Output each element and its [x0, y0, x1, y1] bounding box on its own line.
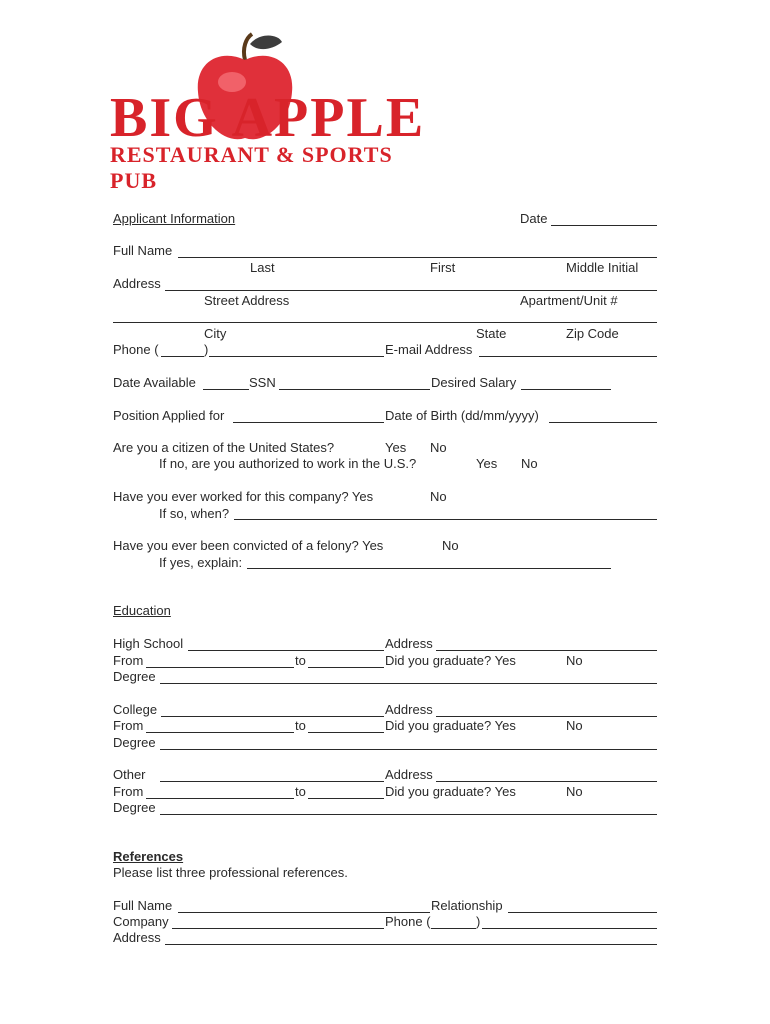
desired-salary-label: Desired Salary [431, 375, 517, 390]
other-field[interactable] [160, 781, 384, 782]
felony-no-option[interactable]: No [442, 538, 459, 553]
reference-company-field[interactable] [172, 928, 384, 929]
other-degree-label: Degree [113, 800, 156, 815]
college-to-label: to [295, 718, 306, 733]
high-school-field[interactable] [188, 650, 384, 651]
other-from-label: From [113, 784, 144, 799]
other-to-label: to [295, 784, 306, 799]
if-so-when-label: If so, when? [159, 506, 230, 521]
high-school-graduate-yes[interactable]: Did you graduate? Yes [385, 653, 516, 668]
date-available-field[interactable] [203, 389, 249, 390]
date-available-label: Date Available [113, 375, 196, 390]
felony-question: Have you ever been convicted of a felony? Yes [113, 538, 384, 553]
college-address-field[interactable] [436, 716, 657, 717]
college-address-label: Address [385, 702, 433, 717]
reference-full-name-field[interactable] [178, 912, 430, 913]
middle-initial-caption: Middle Initial [566, 260, 639, 275]
address-label: Address [113, 276, 161, 291]
high-school-address-label: Address [385, 636, 433, 651]
references-instruction: Please list three professional references. [113, 865, 348, 880]
reference-full-name-label: Full Name [113, 898, 173, 913]
explain-field[interactable] [247, 568, 611, 569]
when-field[interactable] [234, 519, 657, 520]
other-graduate-yes[interactable]: Did you graduate? Yes [385, 784, 516, 799]
other-to-field[interactable] [308, 798, 384, 799]
citizen-no-option[interactable]: No [430, 440, 447, 455]
date-label: Date [520, 211, 548, 226]
email-label: E-mail Address [385, 342, 473, 357]
college-to-field[interactable] [308, 732, 384, 733]
city-caption: City [204, 326, 227, 341]
college-degree-field[interactable] [160, 749, 657, 750]
college-degree-label: Degree [113, 735, 156, 750]
worked-no-option[interactable]: No [430, 489, 447, 504]
if-yes-explain-label: If yes, explain: [159, 555, 243, 570]
state-caption: State [476, 326, 507, 341]
phone-label: Phone ( [113, 342, 159, 357]
references-heading: References [113, 849, 184, 864]
authorized-no-option[interactable]: No [521, 456, 538, 471]
logo-title: BIG APPLE [110, 87, 426, 149]
reference-phone-area-field[interactable] [431, 928, 476, 929]
college-label: College [113, 702, 158, 717]
authorized-question: If no, are you authorized to work in the U.S.? [159, 456, 417, 471]
high-school-label: High School [113, 636, 184, 651]
reference-company-label: Company [113, 914, 169, 929]
dob-label: Date of Birth (dd/mm/yyyy) [385, 408, 539, 423]
worked-question: Have you ever worked for this company? Yes [113, 489, 374, 504]
city-state-zip-field[interactable] [113, 322, 657, 323]
position-field[interactable] [233, 422, 384, 423]
authorized-yes-option[interactable]: Yes [476, 456, 498, 471]
street-address-caption: Street Address [204, 293, 290, 308]
phone-area-code-field[interactable] [161, 356, 204, 357]
reference-phone-label: Phone ( [385, 914, 431, 929]
college-field[interactable] [161, 716, 384, 717]
ssn-label: SSN [249, 375, 276, 390]
applicant-heading: Applicant Information [113, 211, 236, 226]
reference-address-label: Address [113, 930, 161, 945]
other-degree-field[interactable] [160, 814, 657, 815]
apartment-caption: Apartment/Unit # [520, 293, 618, 308]
other-address-label: Address [385, 767, 433, 782]
reference-phone-field[interactable] [482, 928, 657, 929]
logo-subtitle: RESTAURANT & SPORTS PUB [110, 142, 393, 193]
high-school-degree-field[interactable] [160, 683, 657, 684]
high-school-address-field[interactable] [436, 650, 657, 651]
reference-phone-close-paren: ) [476, 914, 481, 929]
street-address-field[interactable] [165, 290, 657, 291]
first-name-caption: First [430, 260, 456, 275]
college-from-label: From [113, 718, 144, 733]
dob-field[interactable] [549, 422, 657, 423]
college-graduate-no[interactable]: No [566, 718, 583, 733]
full-name-field[interactable] [178, 257, 657, 258]
phone-close-paren: ) [204, 342, 209, 357]
desired-salary-field[interactable] [521, 389, 611, 390]
other-label: Other [113, 767, 146, 782]
company-logo [100, 30, 430, 193]
date-field[interactable] [551, 225, 657, 226]
high-school-to-field[interactable] [308, 667, 384, 668]
reference-relationship-label: Relationship [431, 898, 503, 913]
citizen-yes-option[interactable]: Yes [385, 440, 407, 455]
other-from-field[interactable] [146, 798, 294, 799]
other-address-field[interactable] [436, 781, 657, 782]
last-name-caption: Last [250, 260, 275, 275]
zip-caption: Zip Code [566, 326, 619, 341]
email-field[interactable] [479, 356, 657, 357]
full-name-label: Full Name [113, 243, 173, 258]
position-label: Position Applied for [113, 408, 225, 423]
citizen-question: Are you a citizen of the United States? [113, 440, 335, 455]
ssn-field[interactable] [279, 389, 430, 390]
reference-relationship-field[interactable] [508, 912, 657, 913]
high-school-from-field[interactable] [146, 667, 294, 668]
reference-address-field[interactable] [165, 944, 657, 945]
other-graduate-no[interactable]: No [566, 784, 583, 799]
college-from-field[interactable] [146, 732, 294, 733]
phone-field[interactable] [209, 356, 384, 357]
college-graduate-yes[interactable]: Did you graduate? Yes [385, 718, 516, 733]
high-school-degree-label: Degree [113, 669, 156, 684]
high-school-graduate-no[interactable]: No [566, 653, 583, 668]
education-heading: Education [113, 603, 171, 618]
high-school-from-label: From [113, 653, 144, 668]
high-school-to-label: to [295, 653, 306, 668]
